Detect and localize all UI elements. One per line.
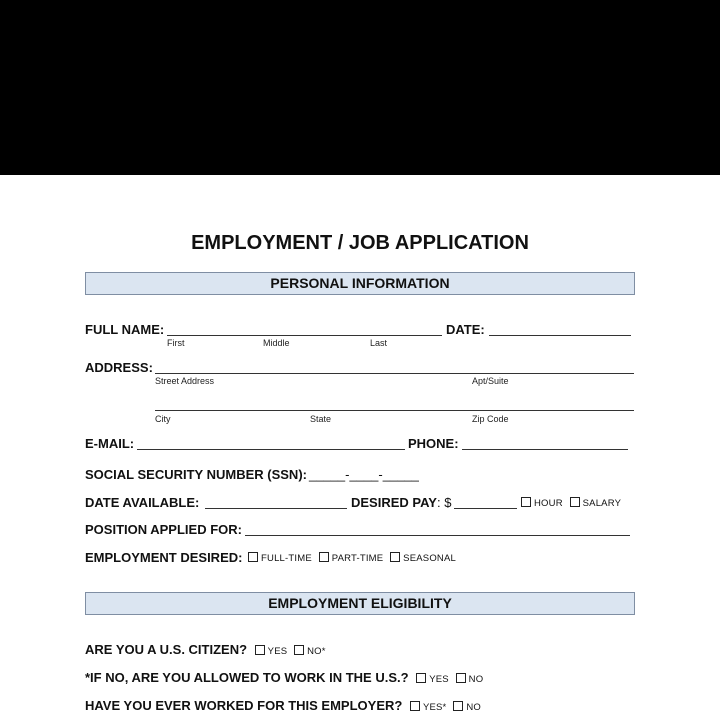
employment-desired-label: EMPLOYMENT DESIRED: xyxy=(85,550,243,565)
seasonal-label: SEASONAL xyxy=(403,553,456,564)
middle-name-caption: Middle xyxy=(263,338,290,348)
date-label: DATE: xyxy=(446,322,485,337)
worked-for-employer-question: HAVE YOU EVER WORKED FOR THIS EMPLOYER? YES* NO xyxy=(85,698,481,713)
state-caption: State xyxy=(310,414,332,424)
full-time-label: FULL-TIME xyxy=(261,553,312,564)
worked-no-label: NO xyxy=(466,702,481,713)
citizen-yes-checkbox[interactable] xyxy=(255,645,265,655)
full-name-label: FULL NAME: xyxy=(85,322,165,337)
email-field[interactable] xyxy=(137,449,405,450)
allowed-no-label: NO xyxy=(468,674,484,685)
hour-checkbox[interactable] xyxy=(521,497,531,507)
work-authorization-question: *IF NO, ARE YOU ALLOWED TO WORK IN THE U.S.? YES NO xyxy=(85,670,484,685)
hour-label: HOUR xyxy=(534,498,563,509)
position-applied-field[interactable] xyxy=(245,535,630,536)
worked-no-checkbox[interactable] xyxy=(453,701,463,711)
section-header-eligibility: EMPLOYMENT ELIGIBILITY xyxy=(85,592,635,615)
position-applied-label: POSITION APPLIED FOR: xyxy=(85,522,242,537)
part-time-checkbox[interactable] xyxy=(319,552,329,562)
city-state-zip-field[interactable] xyxy=(155,410,634,411)
full-time-checkbox[interactable] xyxy=(248,552,258,562)
section-header-personal: PERSONAL INFORMATION xyxy=(85,272,635,295)
date-available-field[interactable] xyxy=(205,508,347,509)
part-time-label: PART-TIME xyxy=(331,553,384,564)
citizen-yes-label: YES xyxy=(267,646,288,657)
street-address-caption: Street Address xyxy=(155,376,215,386)
citizen-no-label: NO* xyxy=(307,646,326,657)
full-name-field[interactable] xyxy=(167,335,442,336)
date-available-label: DATE AVAILABLE: xyxy=(85,495,200,510)
allowed-yes-label: YES xyxy=(429,674,449,685)
citizen-no-checkbox[interactable] xyxy=(294,645,304,655)
desired-pay-field[interactable] xyxy=(454,508,517,509)
ssn-label: SOCIAL SECURITY NUMBER (SSN): xyxy=(85,467,307,482)
desired-pay-label: DESIRED PAY: $ xyxy=(351,495,452,510)
salary-checkbox[interactable] xyxy=(570,497,580,507)
apt-suite-caption: Apt/Suite xyxy=(472,376,509,386)
page-title: EMPLOYMENT / JOB APPLICATION xyxy=(191,232,529,254)
email-label: E-MAIL: xyxy=(85,436,135,451)
city-caption: City xyxy=(155,414,171,424)
salary-label: SALARY xyxy=(582,498,622,509)
first-name-caption: First xyxy=(167,338,185,348)
top-black-bar xyxy=(0,0,720,175)
street-address-field[interactable] xyxy=(155,373,634,374)
zip-code-caption: Zip Code xyxy=(472,414,509,424)
employment-type-options xyxy=(244,552,456,564)
phone-field[interactable] xyxy=(462,449,628,450)
worked-yes-checkbox[interactable] xyxy=(410,701,420,711)
allowed-yes-checkbox[interactable] xyxy=(416,673,426,683)
ssn-field[interactable]: _____-____-_____ xyxy=(309,467,419,482)
last-name-caption: Last xyxy=(370,338,388,348)
date-field[interactable] xyxy=(489,335,631,336)
us-citizen-question: ARE YOU A U.S. CITIZEN? YES NO* xyxy=(85,642,326,657)
seasonal-checkbox[interactable] xyxy=(390,552,400,562)
phone-label: PHONE: xyxy=(408,436,459,451)
worked-yes-label: YES* xyxy=(422,702,447,713)
address-label: ADDRESS: xyxy=(85,360,153,375)
allowed-no-checkbox[interactable] xyxy=(456,673,466,683)
pay-type-options xyxy=(517,497,621,509)
